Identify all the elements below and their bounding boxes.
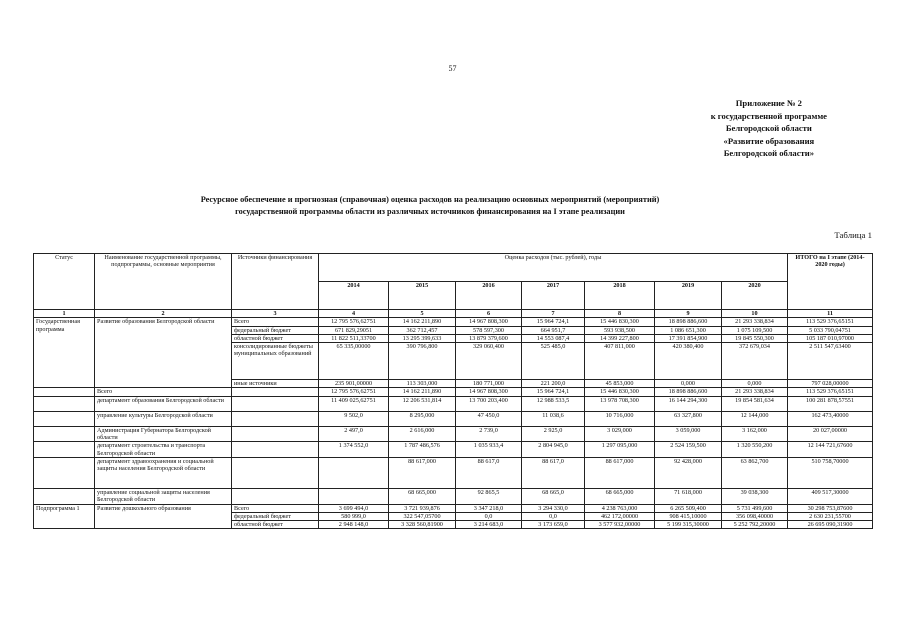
resource-table: [33, 253, 873, 529]
value-cell: 5 252 792,20000: [722, 521, 788, 529]
appendix-line: «Развитие образования: [723, 135, 815, 146]
column-number: 4: [319, 310, 389, 318]
column-number: 6: [456, 310, 522, 318]
value-cell: 19 854 581,634: [722, 396, 788, 411]
appendix-block: [711, 97, 827, 160]
value-cell: 462 172,00000: [585, 512, 655, 520]
document-title: [60, 194, 800, 218]
total-cell: 113 529 376,65151: [788, 318, 873, 326]
total-cell: 2 511 547,63400: [788, 343, 873, 380]
empty-source-cell: [232, 457, 319, 488]
value-cell: 235 901,00000: [319, 380, 389, 388]
value-cell: 578 597,300: [456, 326, 522, 334]
value-cell: 3 294 330,0: [522, 504, 585, 512]
column-number: 8: [585, 310, 655, 318]
value-cell: 11 409 025,62751: [319, 396, 389, 411]
value-cell: 14 967 808,300: [456, 388, 522, 396]
executor-row: [34, 426, 873, 442]
value-cell: 39 038,300: [722, 488, 788, 504]
value-cell: 1 075 109,500: [722, 326, 788, 334]
value-cell: 3 059,000: [655, 426, 722, 442]
year-cell: 2019: [655, 282, 722, 310]
value-cell: 113 303,000: [389, 380, 456, 388]
column-number: 1: [34, 310, 95, 318]
value-cell: 3 214 683,0: [456, 521, 522, 529]
value-cell: 525 485,0: [522, 343, 585, 380]
year-cell: 2016: [456, 282, 522, 310]
value-cell: 63 327,800: [655, 411, 722, 426]
value-cell: 45 853,000: [585, 380, 655, 388]
funding-source: Всего: [232, 504, 319, 512]
value-cell: 63 862,700: [722, 457, 788, 488]
funding-source: федеральный бюджет: [232, 512, 319, 520]
value-cell: 18 898 886,600: [655, 388, 722, 396]
value-cell: 3 328 560,81900: [389, 521, 456, 529]
empty-status-cell: [34, 426, 95, 442]
empty-source-cell: [232, 396, 319, 411]
executor-row: [34, 457, 873, 488]
value-cell: 5 199 315,30000: [655, 521, 722, 529]
value-cell: 2 925,0: [522, 426, 585, 442]
executor-name: управление культуры Белгородской области: [95, 411, 232, 426]
empty-status-cell: [34, 396, 95, 411]
value-cell: 17 391 854,900: [655, 334, 722, 342]
value-cell: 47 450,0: [456, 411, 522, 426]
value-cell: 3 699 494,0: [319, 504, 389, 512]
value-cell: 6 265 509,400: [655, 504, 722, 512]
header-row: [34, 254, 873, 282]
total-cell: 5 033 790,04751: [788, 326, 873, 334]
program-status: Государственная программа: [34, 318, 95, 388]
subprogram-row: [34, 504, 873, 512]
empty-source-cell: [232, 426, 319, 442]
value-cell: 2 739,0: [456, 426, 522, 442]
value-cell: 0,000: [722, 380, 788, 388]
executor-name: управление социальной защиты населения Белгородской области: [95, 488, 232, 504]
executor-name: департамент здравоохранения и социальной защиты населения Белгородской области: [95, 457, 232, 488]
appendix-line: Приложение № 2: [735, 98, 802, 108]
executor-name: Администрация Губернатора Белгородской области: [95, 426, 232, 442]
header-name: Наименование государственной программы, подпрограммы, основные мероприятия: [95, 254, 232, 310]
value-cell: 1 297 095,000: [585, 442, 655, 458]
value-cell: 10 716,000: [585, 411, 655, 426]
value-cell: 1 787 486,576: [389, 442, 456, 458]
funding-source: областной бюджет: [232, 334, 319, 342]
appendix-line: Белгородской области»: [723, 148, 814, 158]
program-name: Развитие образования Белгородской области: [95, 318, 232, 388]
value-cell: 12 988 533,5: [522, 396, 585, 411]
value-cell: 4 238 763,000: [585, 504, 655, 512]
value-cell: 3 577 932,00000: [585, 521, 655, 529]
value-cell: 12 144,000: [722, 411, 788, 426]
total-cell: 162 473,40000: [788, 411, 873, 426]
value-cell: 19 845 550,300: [722, 334, 788, 342]
header-total: ИТОГО на I этапе (2014-2020 годы): [788, 254, 873, 310]
column-number: 2: [95, 310, 232, 318]
value-cell: 92 428,000: [655, 457, 722, 488]
value-cell: 180 771,000: [456, 380, 522, 388]
executor-row: [34, 442, 873, 458]
funding-source: иные источники: [232, 380, 319, 388]
value-cell: 13 978 708,300: [585, 396, 655, 411]
value-cell: 65 335,00000: [319, 343, 389, 380]
value-cell: 14 967 808,300: [456, 318, 522, 326]
value-cell: 372 679,034: [722, 343, 788, 380]
header-source: Источники финансирования: [232, 254, 319, 310]
value-cell: 221 200,0: [522, 380, 585, 388]
value-cell: 390 796,800: [389, 343, 456, 380]
value-cell: 0,0: [456, 512, 522, 520]
value-cell: 0,0: [522, 512, 585, 520]
value-cell: 14 553 087,4: [522, 334, 585, 342]
value-cell: 88 617,0: [456, 457, 522, 488]
value-cell: 3 173 659,0: [522, 521, 585, 529]
title-line-2: государственной программы области из различных источников финансирования на I этапе реализации: [235, 207, 625, 216]
empty-source-cell: [232, 442, 319, 458]
value-cell: 68 665,000: [585, 488, 655, 504]
subprogram-status: Подпрограмма 1: [34, 504, 95, 529]
value-cell: 1 086 651,300: [655, 326, 722, 334]
value-cell: 3 029,000: [585, 426, 655, 442]
program-row: [34, 318, 873, 326]
year-cell: 2017: [522, 282, 585, 310]
column-number: 7: [522, 310, 585, 318]
executor-row: [34, 411, 873, 426]
value-cell: 0,000: [655, 380, 722, 388]
value-cell: 3 162,000: [722, 426, 788, 442]
column-number: 9: [655, 310, 722, 318]
value-cell: 11 822 511,33700: [319, 334, 389, 342]
value-cell: 908 415,10000: [655, 512, 722, 520]
value-cell: 1 320 550,200: [722, 442, 788, 458]
value-cell: 13 295 399,633: [389, 334, 456, 342]
column-number-row: [34, 310, 873, 318]
year-cell: 2020: [722, 282, 788, 310]
value-cell: 21 293 338,834: [722, 388, 788, 396]
executor-name: департамент образования Белгородской области: [95, 396, 232, 411]
year-cell: 2018: [585, 282, 655, 310]
value-cell: 1 035 933,4: [456, 442, 522, 458]
funding-source: консолидированные бюджеты муниципальных образований: [232, 343, 319, 380]
value-cell: 9 502,0: [319, 411, 389, 426]
total-cell: 30 298 753,87600: [788, 504, 873, 512]
value-cell: 407 811,000: [585, 343, 655, 380]
executor-name: Всего: [95, 388, 232, 396]
value-cell: 362 712,457: [389, 326, 456, 334]
appendix-line: к государственной программе: [710, 110, 827, 121]
total-cell: 20 027,00000: [788, 426, 873, 442]
funding-source: областной бюджет: [232, 521, 319, 529]
value-cell: 18 898 886,600: [655, 318, 722, 326]
value-cell: 15 446 830,300: [585, 388, 655, 396]
total-cell: 409 517,30000: [788, 488, 873, 504]
value-cell: 16 144 294,300: [655, 396, 722, 411]
value-cell: 11 038,6: [522, 411, 585, 426]
value-cell: 580 999,0: [319, 512, 389, 520]
total-cell: 2 630 231,55700: [788, 512, 873, 520]
empty-status-cell: [34, 457, 95, 488]
value-cell: 14 399 227,800: [585, 334, 655, 342]
empty-status-cell: [34, 442, 95, 458]
value-cell: 14 162 211,890: [389, 388, 456, 396]
column-number: 10: [722, 310, 788, 318]
funding-source: федеральный бюджет: [232, 326, 319, 334]
page-number: 57: [448, 64, 457, 73]
value-cell: 12 795 576,62751: [319, 318, 389, 326]
value-cell: 3 721 939,876: [389, 504, 456, 512]
value-cell: 2 616,000: [389, 426, 456, 442]
executor-name: департамент строительства и транспорта Белгородской области: [95, 442, 232, 458]
total-cell: 113 529 376,65151: [788, 388, 873, 396]
value-cell: 13 700 203,400: [456, 396, 522, 411]
empty-source-cell: [232, 488, 319, 504]
header-status: Статус: [34, 254, 95, 310]
appendix-line: Белгородской области: [725, 123, 812, 133]
table-label: Таблица 1: [834, 230, 872, 240]
value-cell: 2 804 945,0: [522, 442, 585, 458]
value-cell: 2 948 148,0: [319, 521, 389, 529]
value-cell: 3 347 218,0: [456, 504, 522, 512]
total-cell: 797 028,00000: [788, 380, 873, 388]
value-cell: 2 524 159,500: [655, 442, 722, 458]
value-cell: 88 617,000: [585, 457, 655, 488]
total-cell: 100 281 878,57551: [788, 396, 873, 411]
value-cell: 88 617,000: [389, 457, 456, 488]
value-cell: 664 951,7: [522, 326, 585, 334]
executor-row: [34, 488, 873, 504]
year-cell: 2015: [389, 282, 456, 310]
value-cell: 671 829,29051: [319, 326, 389, 334]
empty-status-cell: [34, 488, 95, 504]
empty-status-cell: [34, 411, 95, 426]
value-cell: 15 446 830,300: [585, 318, 655, 326]
value-cell: 1 374 552,0: [319, 442, 389, 458]
value-cell: 14 162 211,890: [389, 318, 456, 326]
value-cell: 21 293 338,834: [722, 318, 788, 326]
value-cell: [319, 488, 389, 504]
value-cell: 593 938,500: [585, 326, 655, 334]
value-cell: 8 295,000: [389, 411, 456, 426]
value-cell: 329 060,400: [456, 343, 522, 380]
total-cell: 26 695 090,31900: [788, 521, 873, 529]
value-cell: 12 795 576,62751: [319, 388, 389, 396]
value-cell: 420 380,400: [655, 343, 722, 380]
value-cell: 71 618,000: [655, 488, 722, 504]
title-line-1: Ресурсное обеспечение и прогнозная (справочная) оценка расходов на реализацию основных мероприятий (мероприятий): [200, 195, 660, 204]
empty-source-cell: [232, 411, 319, 426]
value-cell: 92 865,5: [456, 488, 522, 504]
value-cell: 15 964 724,1: [522, 318, 585, 326]
value-cell: 5 731 499,600: [722, 504, 788, 512]
executor-row: [34, 396, 873, 411]
column-number: 3: [232, 310, 319, 318]
total-cell: 510 758,70000: [788, 457, 873, 488]
value-cell: 68 665,000: [389, 488, 456, 504]
value-cell: [319, 457, 389, 488]
header-estimate: Оценка расходов (тыс. рублей), годы: [319, 254, 788, 282]
value-cell: 68 665,0: [522, 488, 585, 504]
empty-status-cell: [34, 388, 95, 396]
value-cell: 12 206 531,814: [389, 396, 456, 411]
value-cell: 2 497,0: [319, 426, 389, 442]
total-cell: 12 144 721,67600: [788, 442, 873, 458]
value-cell: 15 964 724,1: [522, 388, 585, 396]
column-number: 5: [389, 310, 456, 318]
subprogram-name: Развитие дошкольного образования: [95, 504, 232, 529]
value-cell: 322 547,05700: [389, 512, 456, 520]
year-cell: 2014: [319, 282, 389, 310]
column-number: 11: [788, 310, 873, 318]
empty-source-cell: [232, 388, 319, 396]
total-cell: 105 187 010,97000: [788, 334, 873, 342]
funding-source: Всего: [232, 318, 319, 326]
executor-row: [34, 388, 873, 396]
value-cell: 356 098,40000: [722, 512, 788, 520]
value-cell: 88 617,0: [522, 457, 585, 488]
value-cell: 13 879 379,600: [456, 334, 522, 342]
